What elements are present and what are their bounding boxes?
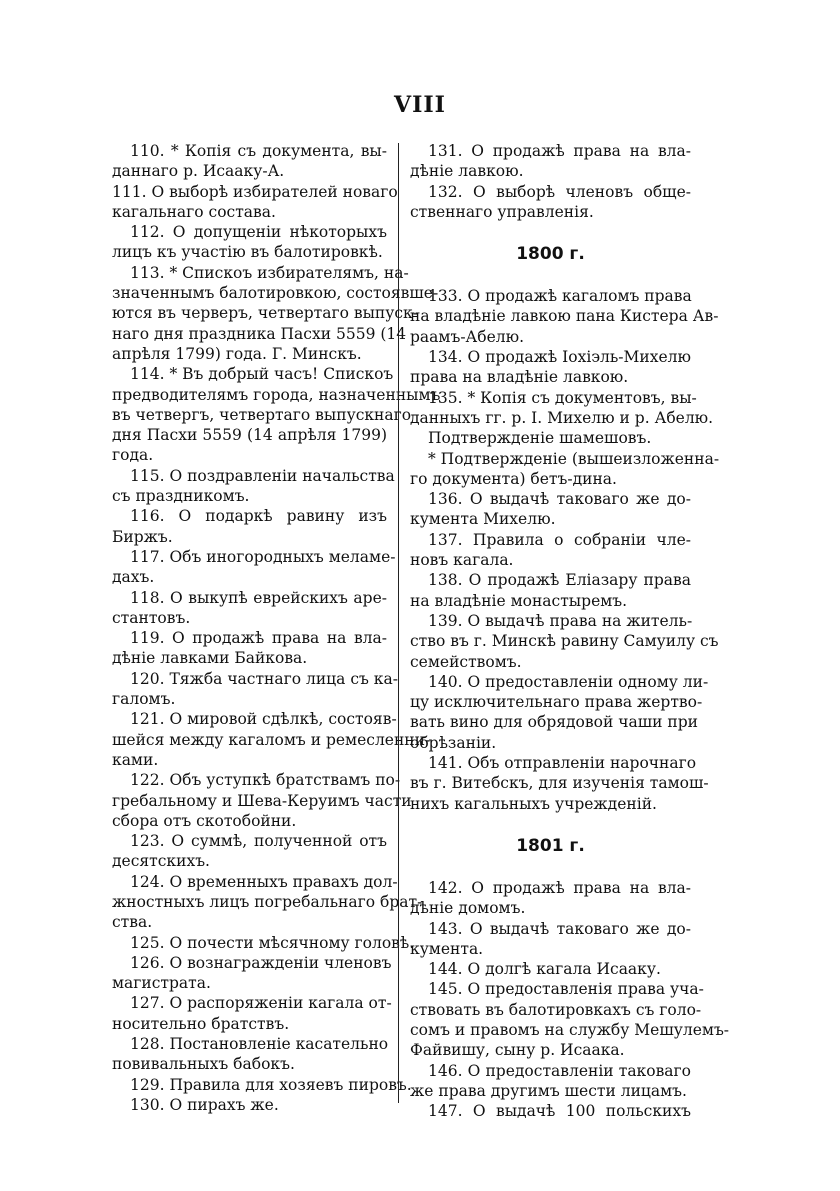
text-line: магистрата. [112, 974, 211, 993]
text-line: 123. О суммѣ, полученной отъ [130, 832, 387, 851]
text-line: ственнаго управленія. [410, 202, 594, 221]
text-line: предводителямъ города, назначеннымъ [112, 385, 441, 404]
text-line: же права другимъ шести лицамъ. [410, 1081, 687, 1100]
text-line: 142. О продажѣ права на вла- [428, 878, 691, 897]
text-line: кумента. [410, 939, 484, 958]
text-line: 124. О временныхъ правахъ дол- [130, 872, 398, 891]
text-line: раамъ-Абелю. [410, 327, 525, 346]
text-line: ства. [112, 913, 153, 932]
text-line: въ г. Витебскъ, для изученія тамош- [410, 774, 709, 793]
text-line: дахъ. [112, 568, 155, 587]
text-line: апрѣля 1799) года. Г. Минскъ. [112, 344, 362, 363]
text-line: 143. О выдачѣ таковаго же до- [428, 919, 691, 938]
text-line: 110. * Копія съ документа, вы- [130, 142, 387, 160]
text-line: 120. Тяжба частнаго лица съ ка- [130, 669, 398, 688]
text-line: дѣніе домомъ. [410, 899, 526, 918]
text-line: 128. Постановленіе касательно [130, 1035, 389, 1054]
text-line: дѣніе лавкою. [410, 162, 524, 181]
text-line: кагальнаго состава. [112, 202, 276, 221]
text-line: 116. О подаркѣ равину изъ [130, 507, 387, 526]
text-line: на владѣніе лавкою пана Кистера Ав- [410, 307, 719, 326]
text-line: ками. [112, 750, 159, 769]
text-line: нихъ кагальныхъ учрежденій. [410, 794, 657, 813]
right-column [410, 141, 730, 1121]
text-line: въ четвергъ, четвертаго выпускнаго [112, 405, 412, 424]
text-line: новъ кагала. [410, 551, 514, 570]
text-line: сбора отъ скотобойни. [112, 811, 297, 830]
text-line: 134. О продажѣ Іохіэль-Михелю [428, 348, 691, 367]
text-line: десятскихъ. [112, 852, 210, 871]
text-line: дѣніе лавками Байкова. [112, 649, 308, 668]
text-line: 113. * Спискоъ избирателямъ, на- [130, 263, 409, 282]
text-line: на владѣніе монастыремъ. [410, 591, 628, 610]
text-line: 137. Правила о собраніи чле- [428, 530, 691, 549]
text-line: го документа) бетъ-дина. [410, 469, 617, 488]
text-line: 114. * Въ добрый часъ! Спискоъ [130, 365, 394, 384]
text-line: галомъ. [112, 690, 176, 709]
text-line: 135. * Копія съ документовъ, вы- [428, 388, 697, 407]
text-line: гребальному и Шева-Керуимъ части [112, 791, 412, 810]
year-heading: 1800 г. [516, 244, 585, 265]
text-line: дня Пасхи 5559 (14 апрѣля 1799) [112, 426, 387, 445]
text-line: 138. О продажѣ Еліазару права [428, 571, 691, 590]
text-line: 147. О выдачѣ 100 польскихъ [428, 1102, 691, 1121]
text-line: съ праздникомъ. [112, 487, 250, 506]
text-line: Подтвержденіе шамешовъ. [428, 429, 652, 448]
text-line: 141. Объ отправленіи нарочнаго [428, 754, 697, 773]
text-line: значеннымъ балотировкою, состоявше- [112, 284, 439, 303]
text-line: 129. Правила для хозяевъ пировъ. [130, 1075, 412, 1094]
text-line: обрѣзаніи. [410, 733, 497, 752]
text-line: 122. Объ уступкѣ братствамъ по- [130, 771, 401, 790]
text-line: 115. О поздравленіи начальства [130, 466, 395, 485]
text-line: 125. О почести мѣсячному головѣ. [130, 933, 415, 952]
text-line: вать вино для обрядовой чаши при [410, 713, 698, 732]
text-line: 139. О выдачѣ права на житель- [428, 611, 693, 630]
text-line: кумента Михелю. [410, 510, 556, 529]
year-heading: 1801 г. [516, 835, 585, 856]
text-line: 126. О вознагражденіи членовъ [130, 953, 392, 972]
text-line: наго дня праздника Пасхи 5559 (14 [112, 324, 407, 343]
text-line: 117. Объ иногородныхъ меламе- [130, 547, 396, 566]
text-line: шейся между кагаломъ и ремесленни- [112, 730, 431, 749]
text-line: Файвишу, сыну р. Исаака. [410, 1041, 625, 1060]
text-line: цу исключительнаго права жертво- [410, 693, 703, 712]
text-line: носительно братствъ. [112, 1014, 290, 1033]
text-line: стантовъ. [112, 608, 191, 627]
text-line: 130. О пирахъ же. [130, 1095, 279, 1114]
text-line: семействомъ. [410, 652, 522, 671]
text-line: 112. О допущеніи нѣкоторыхъ [130, 223, 387, 242]
text-line: лицъ къ участію въ балотировкѣ. [112, 243, 383, 262]
text-line: права на владѣніе лавкою. [410, 368, 629, 387]
text-line: 136. О выдачѣ таковаго же до- [428, 490, 691, 509]
text-line: ются въ черверъ, четвертаго выпуск- [112, 304, 418, 323]
text-line: 145. О предоставленія права уча- [428, 980, 704, 999]
text-line: даннаго р. Исааку-А. [112, 162, 285, 181]
text-line: 140. О предоставленіи одному ли- [428, 672, 709, 691]
text-line: сомъ и правомъ на службу Мешулемъ- [410, 1020, 730, 1039]
text-line: 111. О выборѣ избирателей новаго [112, 182, 398, 201]
text-line: 144. О долгѣ кагала Исааку. [428, 960, 661, 979]
text-line: 132. О выборѣ членовъ обще- [428, 182, 691, 201]
text-line: 118. О выкупѣ еврейскихъ аре- [130, 588, 387, 607]
text-line: 127. О распоряженіи кагала от- [130, 994, 392, 1013]
page-number: VIII [394, 92, 446, 118]
text-line: данныхъ гг. р. І. Михелю и р. Абелю. [410, 408, 714, 427]
text-line: 121. О мировой сдѣлкѣ, состояв- [130, 710, 397, 729]
left-column [112, 141, 441, 1115]
text-line: года. [112, 446, 154, 465]
text-line: 131. О продажѣ права на вла- [428, 142, 691, 160]
text-line: ство въ г. Минскѣ равину Самуилу съ [410, 632, 719, 651]
text-line: Биржъ. [112, 527, 173, 546]
text-line: * Подтвержденіе (вышеизложенна- [428, 449, 720, 468]
text-line: 119. О продажѣ права на вла- [130, 629, 387, 648]
text-line: повивальныхъ бабокъ. [112, 1055, 295, 1074]
column-divider [398, 143, 399, 1103]
text-line: 133. О продажѣ кагаломъ права [428, 287, 692, 306]
text-line: ствовать въ балотировкахъ съ голо- [410, 1000, 702, 1019]
text-line: жностныхъ лицъ погребальнаго брат- [112, 892, 423, 911]
text-line: 146. О предоставленіи таковаго [428, 1061, 691, 1080]
